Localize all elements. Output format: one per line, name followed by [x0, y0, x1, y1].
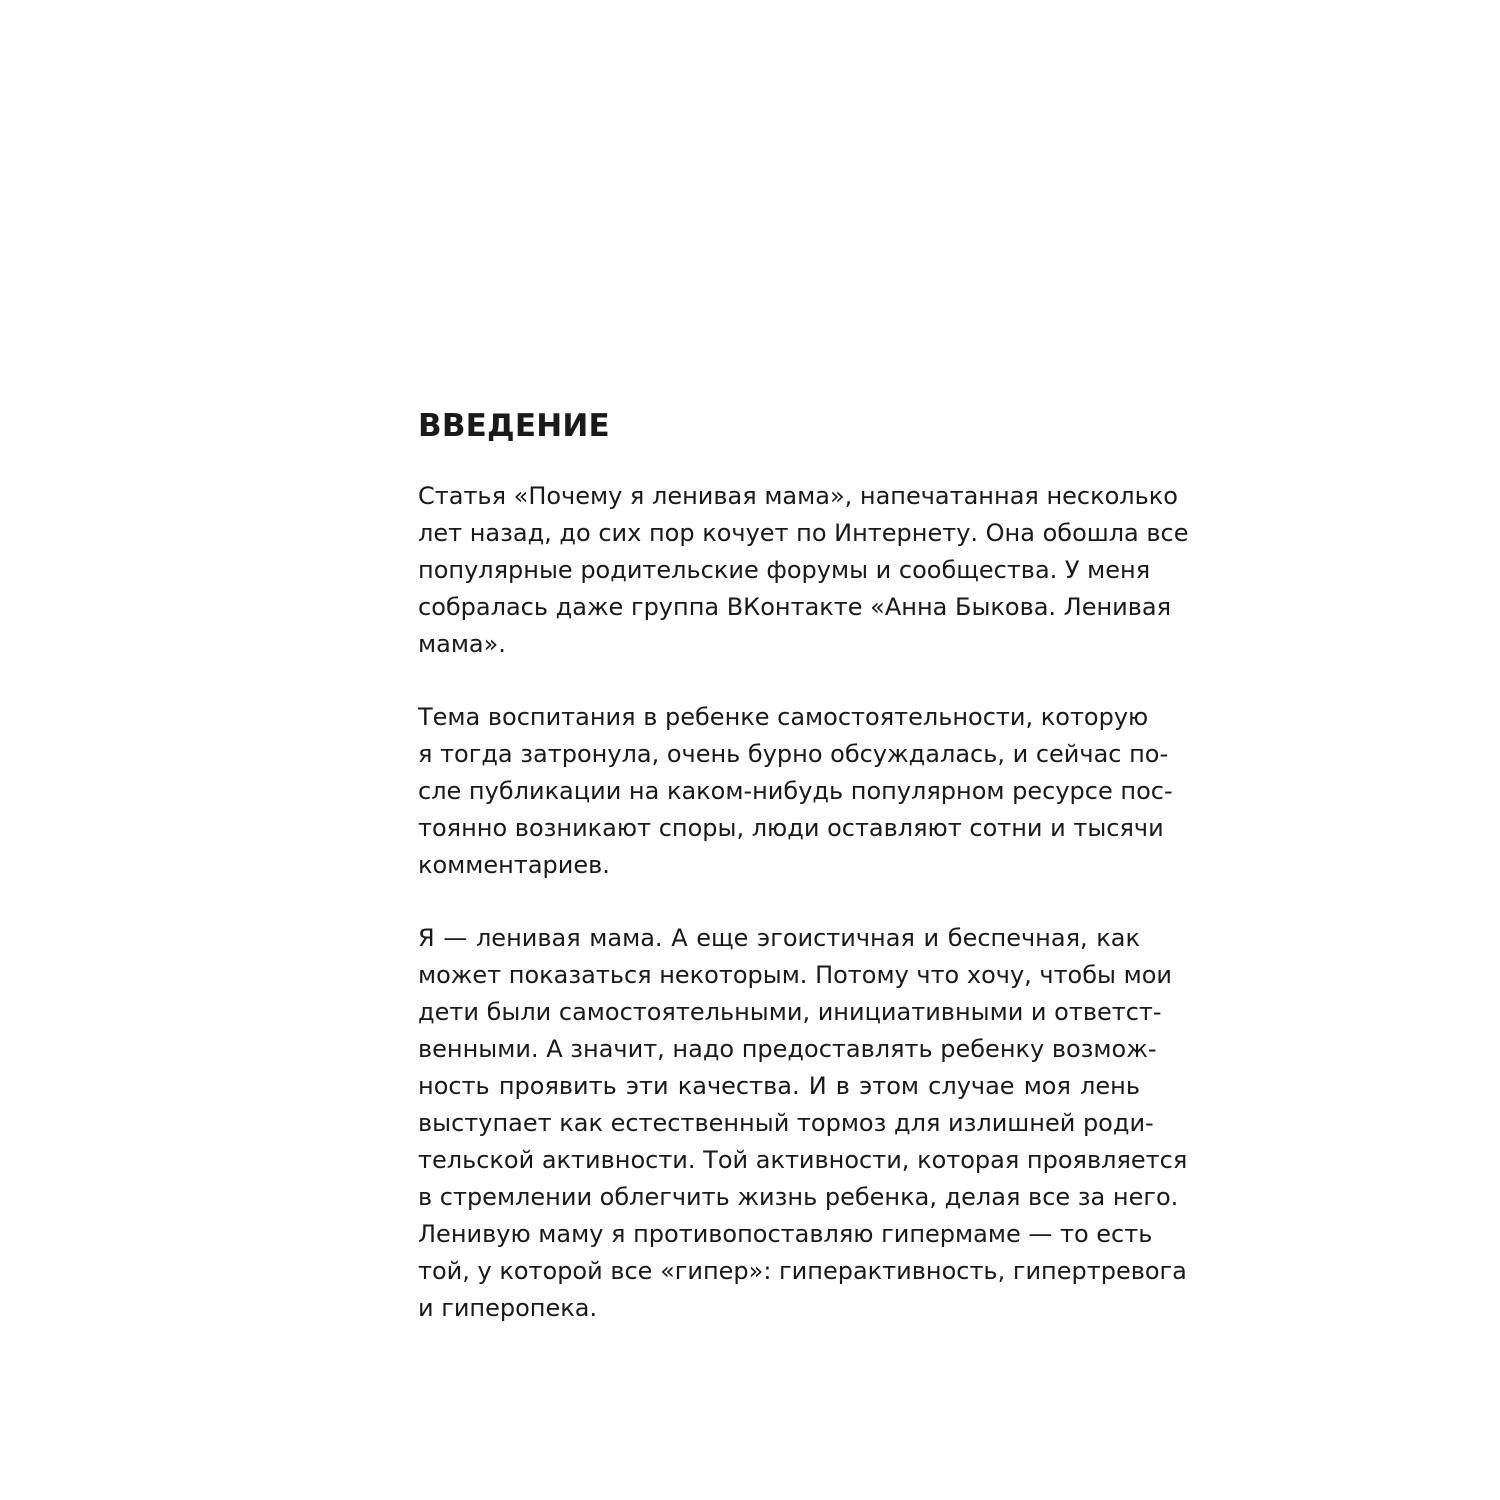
text-line: мама».	[418, 630, 506, 658]
text-line: собралась даже группа ВКонтакте «Анна Быкова. Ленивая	[418, 593, 1172, 621]
text-line: популярные родительские форумы и сообщества. У меня	[418, 556, 1151, 584]
text-line: и гиперопека.	[418, 1294, 598, 1322]
text-line: может показаться некоторым. Потому что хочу, чтобы мои	[418, 961, 1173, 989]
paragraph-1	[418, 478, 1189, 663]
text-line: Статья «Почему я ленивая мама», напечатанная несколько	[418, 482, 1178, 510]
text-line: ность проявить эти качества. И в этом случае моя лень	[418, 1072, 1140, 1100]
paragraph-gap	[418, 663, 1140, 699]
text-line: Ленивую маму я противопоставляю гипермаме — то есть	[418, 1220, 1153, 1248]
text-line: тоянно возникают споры, люди оставляют сотни и тысячи	[418, 814, 1164, 842]
text-line: выступает как естественный тормоз для излишней роди-	[418, 1109, 1154, 1137]
text-line: комментариев.	[418, 851, 610, 879]
text-line: дети были самостоятельными, инициативными и ответст-	[418, 998, 1162, 1026]
text-line: я тогда затронула, очень бурно обсуждалась, и сейчас по-	[418, 740, 1169, 768]
paragraph-gap	[418, 884, 1140, 920]
text-line: Тема воспитания в ребенке самостоятельности, которую	[418, 703, 1149, 731]
text-block	[418, 404, 1189, 1327]
text-line: тельской активности. Той активности, которая проявляется	[418, 1146, 1188, 1174]
page-title: ВВЕДЕНИЕ	[418, 408, 610, 444]
text-line: лет назад, до сих пор кочует по Интернету. Она обошла все	[418, 519, 1189, 547]
text-line: той, у которой все «гипер»: гиперактивность, гипертревога	[418, 1257, 1187, 1285]
paragraph-2	[418, 699, 1173, 884]
text-line: сле публикации на каком-нибудь популярном ресурсе пос-	[418, 777, 1173, 805]
text-line: в стремлении облегчить жизнь ребенка, делая все за него.	[418, 1183, 1179, 1211]
paragraph-3	[418, 920, 1188, 1327]
text-line: венными. А значит, надо предоставлять ребенку возмож-	[418, 1035, 1157, 1063]
text-line: Я — ленивая мама. А еще эгоистичная и беспечная, как	[418, 924, 1140, 952]
